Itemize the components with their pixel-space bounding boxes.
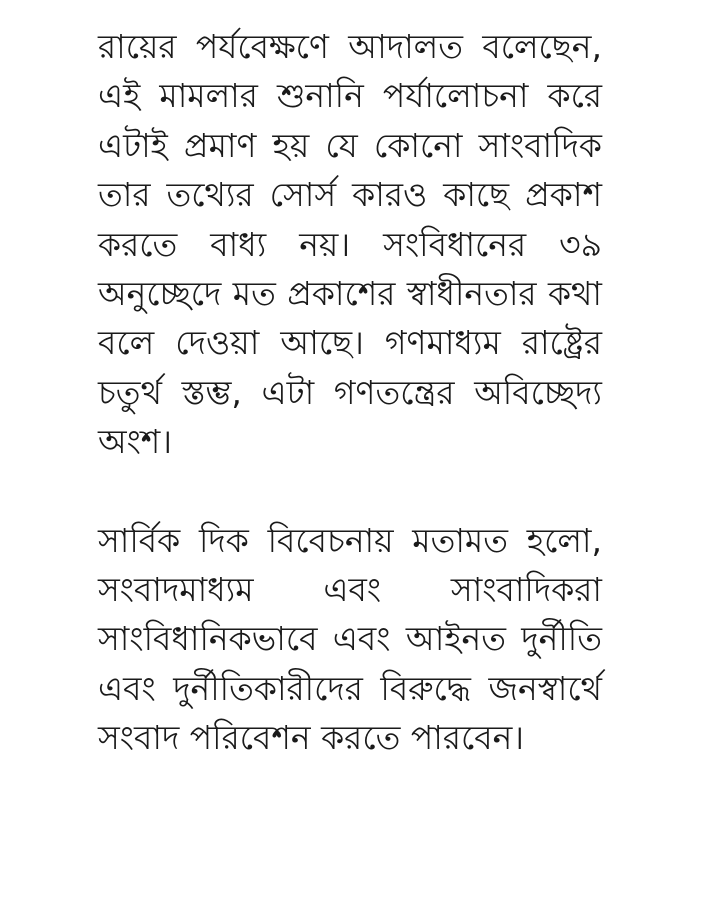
document-body: [98, 22, 602, 763]
paragraph-court-observation: রায়ের পর্যবেক্ষণে আদালত বলেছেন, এই মামলার শুনানি পর্যালোচনা করে এটাই প্রমাণ হয় যে কোনো সাংবাদিক তার তথ্যের সোর্স কারও কাছে প্রকাশ করতে বাধ্য নয়। সংবিধানের ৩৯ অনুচ্ছেদে মত প্রকাশের স্বাধীনতার কথা বলে দেওয়া আছে। গণমাধ্যম রাষ্ট্রের চতুর্থ স্তম্ভ, এটা গণতন্ত্রের অবিচ্ছেদ্য অংশ।: [98, 27, 602, 462]
paragraph-overall-opinion: সার্বিক দিক বিবেচনায় মতামত হলো, সংবাদমাধ্যম এবং সাংবাদিকরা সাংবিধানিকভাবে এবং আইনত দুর্নীতি এবং দুর্নীতিকারীদের বিরুদ্ধে জনস্বার্থে সংবাদ পরিবেশন করতে পারবেন।: [98, 520, 602, 758]
